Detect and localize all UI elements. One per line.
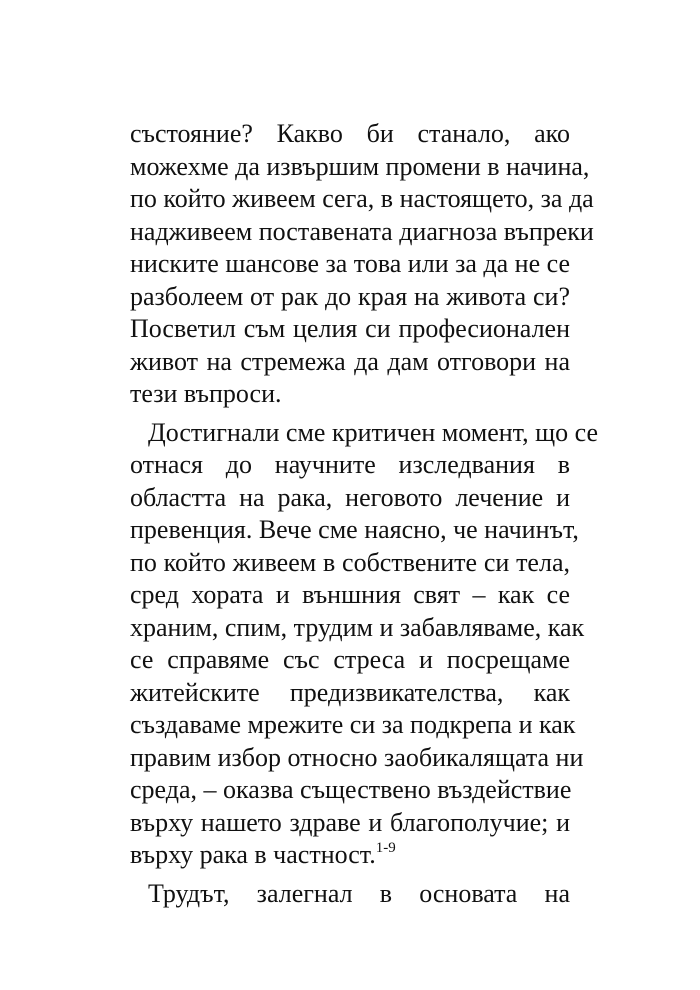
text-line: върху рака в частност. (130, 840, 376, 869)
paragraph-1 (130, 118, 594, 411)
text-line: Достигнали сме критичен момент, що се (148, 417, 599, 447)
text-line: надживеем поставената диагноза въпреки (130, 216, 594, 246)
text-line: по който живеем сега, в настоящето, за да (130, 184, 594, 213)
text-line: Посветил съм целия си професионален (130, 314, 570, 343)
text-line: житейските предизвикателства, как (130, 677, 570, 707)
footnote-reference[interactable]: 1-9 (375, 840, 396, 856)
book-page-body (130, 118, 599, 910)
text-line: се справяме със стреса и посрещаме (130, 645, 570, 674)
text-line: можехме да извършим промени в начина, (130, 151, 590, 181)
text-line: превенция. Вече сме наясно, че начинът, (130, 515, 579, 544)
text-line: ниските шансове за това или за да не се (130, 249, 571, 278)
text-line: живот на стремежа да дам отговори на (130, 346, 570, 376)
text-line: върху нашето здраве и благополучие; и (130, 807, 570, 837)
text-line: правим избор относно заобикалящата ни (130, 742, 584, 772)
text-line: отнася до научните изследвания в (130, 450, 570, 479)
text-line: Трудът, залегнал в основата на (148, 878, 570, 908)
text-line: храним, спим, трудим и забавляваме, как (130, 612, 585, 642)
text-line: разболеем от рак до края на живота си? (130, 281, 570, 311)
text-line: областта на рака, неговото лечение и (130, 482, 570, 512)
paragraph-2 (130, 417, 599, 872)
paragraph-3 (130, 878, 570, 911)
text-line-with-footnote (130, 839, 570, 872)
text-line: състояние? Какво би станало, ако (130, 119, 570, 148)
text-line: създаваме мрежите си за подкрепа и как (130, 710, 576, 739)
text-line: по който живеем в собствените си тела, (130, 547, 570, 577)
text-line: тези въпроси. (130, 379, 282, 408)
text-line: среда, – оказва съществено въздействие (130, 775, 572, 804)
text-line: сред хората и външния свят – как се (130, 580, 570, 609)
